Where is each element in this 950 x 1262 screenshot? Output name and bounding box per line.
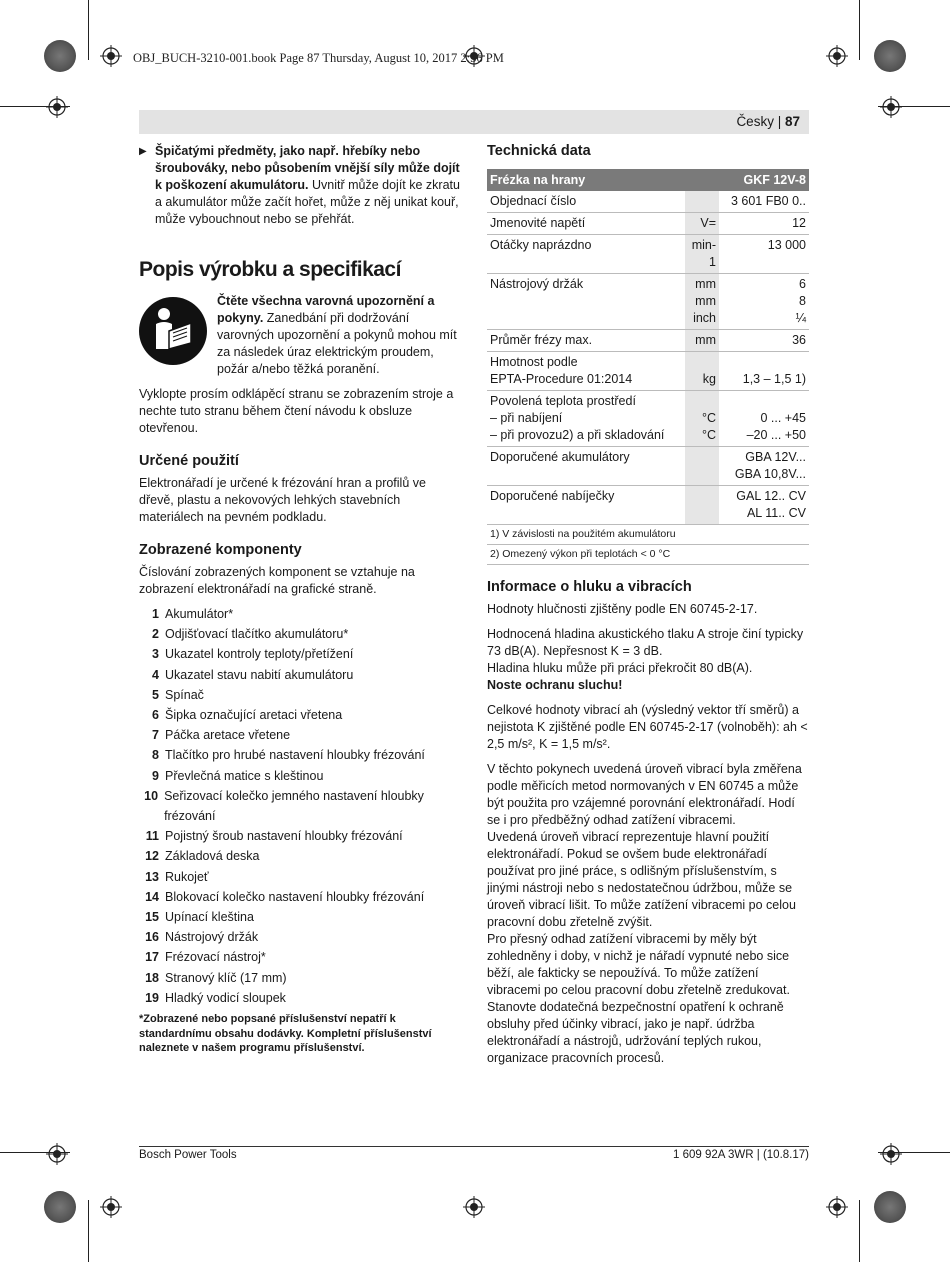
noise-title: Informace o hluku a vibracích bbox=[487, 579, 692, 595]
component-number: 2 bbox=[152, 627, 159, 642]
crop-mark bbox=[859, 1200, 860, 1262]
component-number: 12 bbox=[145, 849, 159, 864]
registration-mark-icon bbox=[880, 96, 902, 118]
read-manual-icon bbox=[139, 297, 207, 365]
spec-unit: mm mm inch bbox=[685, 274, 719, 330]
component-number: 9 bbox=[152, 768, 159, 783]
color-target-icon bbox=[44, 1191, 76, 1223]
component-label: Spínač bbox=[165, 687, 204, 702]
registration-mark-icon bbox=[100, 1196, 122, 1218]
list-item bbox=[139, 887, 464, 907]
color-target-icon bbox=[874, 1191, 906, 1223]
table-notes bbox=[487, 525, 809, 565]
spec-label: Hmotnost podle EPTA-Procedure 01:2014 bbox=[487, 352, 685, 391]
fold-instruction: Vyklopte prosím odklápěcí stranu se zobrazením stroje a nechte tuto stranu během čtení návodu k obsluze otevřenou. bbox=[139, 387, 454, 435]
spec-label: Doporučené akumulátory bbox=[487, 447, 685, 486]
registration-mark-icon bbox=[100, 45, 122, 67]
spec-value: 3 601 FB0 0.. bbox=[719, 191, 809, 213]
component-number: 7 bbox=[152, 728, 159, 743]
table-row bbox=[487, 330, 809, 352]
spec-value: 1,3 – 1,5 1) bbox=[719, 352, 809, 391]
footer-brand: Bosch Power Tools bbox=[139, 1149, 237, 1161]
component-number: 3 bbox=[152, 647, 159, 662]
spec-value: 6 8 ¼ bbox=[719, 274, 809, 330]
component-label: Ukazatel stavu nabití akumulátoru bbox=[165, 667, 354, 682]
list-item bbox=[139, 705, 464, 725]
noise-standard: Hodnoty hlučnosti zjištěny podle EN 60745-2-17. bbox=[487, 602, 758, 616]
product-name: Frézka na hrany bbox=[487, 169, 719, 191]
crop-mark bbox=[88, 1200, 89, 1262]
component-label: Páčka aretace vřetene bbox=[165, 728, 291, 743]
list-item bbox=[139, 846, 464, 866]
component-number: 8 bbox=[152, 748, 159, 763]
spec-label: Nástrojový držák bbox=[487, 274, 685, 330]
component-label: Seřizovací kolečko jemného nastavení hloubky frézování bbox=[164, 788, 424, 824]
tech-data-table bbox=[487, 169, 809, 525]
spec-value: GAL 12.. CV AL 11.. CV bbox=[719, 486, 809, 525]
spec-label: Objednací číslo bbox=[487, 191, 685, 213]
left-column bbox=[139, 143, 464, 1056]
component-label: Rukojeť bbox=[165, 869, 209, 884]
tech-data-title: Technická data bbox=[487, 143, 591, 159]
table-row bbox=[487, 213, 809, 235]
registration-mark-icon bbox=[463, 1196, 485, 1218]
component-number: 6 bbox=[152, 708, 159, 723]
spec-unit: min-1 bbox=[685, 235, 719, 274]
component-number: 17 bbox=[145, 950, 159, 965]
spec-unit bbox=[685, 447, 719, 486]
spec-unit bbox=[685, 486, 719, 525]
component-label: Šipka označující aretaci vřetena bbox=[165, 708, 343, 723]
table-row bbox=[487, 235, 809, 274]
product-model: GKF 12V-8 bbox=[719, 169, 809, 191]
list-item bbox=[139, 624, 464, 644]
crop-mark bbox=[88, 0, 89, 60]
vibration-estimate: Pro přesný odhad zatížení vibracemi by měly být zohledněny i doby, v nichž je nářadí vypnuté nebo sice běží, ale fakticky se nepoužívá. To může zatížení vibracemi po celou pracovní dobu zřetelně zredukovat. bbox=[487, 932, 790, 997]
list-item bbox=[139, 725, 464, 745]
registration-mark-icon bbox=[880, 1143, 902, 1165]
vibration-safety: Stanovte dodatečná bezpečnostní opatření k ochraně obsluhy před účinky vibrací, jako je např. údržba elektronářadí a nástrojů, udržování teplých rukou, organizace pracovních procesů. bbox=[487, 1000, 784, 1065]
list-item bbox=[139, 927, 464, 947]
footer-doc-id: 1 609 92A 3WR | (10.8.17) bbox=[673, 1149, 809, 1161]
spec-value: 13 000 bbox=[719, 235, 809, 274]
component-label: Ukazatel kontroly teploty/přetížení bbox=[165, 647, 354, 662]
table-row bbox=[487, 274, 809, 330]
table-header-row bbox=[487, 169, 809, 191]
components-list bbox=[139, 604, 464, 1008]
spec-unit: °C °C bbox=[685, 391, 719, 447]
list-item bbox=[139, 786, 464, 826]
noise-level: Hodnocená hladina akustického tlaku A stroje činí typicky 73 dB(A). Nepřesnost K = 3 dB. bbox=[487, 627, 804, 658]
registration-mark-icon bbox=[826, 45, 848, 67]
right-column bbox=[487, 143, 809, 1067]
component-number: 14 bbox=[145, 889, 159, 904]
page-header: Česky | 87 bbox=[736, 114, 800, 129]
bullet-triangle-icon: ▶ bbox=[139, 146, 147, 157]
table-row bbox=[487, 191, 809, 213]
spec-label: Doporučené nabíječky bbox=[487, 486, 685, 525]
spec-value: 0 ... +45 –20 ... +50 bbox=[719, 391, 809, 447]
component-label: Stranový klíč (17 mm) bbox=[165, 970, 287, 985]
table-row bbox=[487, 486, 809, 525]
component-label: Odjišťovací tlačítko akumulátoru* bbox=[165, 627, 349, 642]
hearing-protection: Noste ochranu sluchu! bbox=[487, 678, 623, 692]
list-item bbox=[139, 867, 464, 887]
vibration-values: Celkové hodnoty vibrací ah (výsledný vektor tří směrů) a nejistota K zjištěné podle EN 60745-2-17 (volnoběh): ah < 2,5 m/s², K = 1,5 m/s². bbox=[487, 703, 808, 751]
list-item bbox=[139, 947, 464, 967]
component-label: Frézovací nástroj* bbox=[165, 950, 266, 965]
intended-use-title: Určené použití bbox=[139, 453, 239, 469]
list-item bbox=[139, 644, 464, 664]
color-target-icon bbox=[874, 40, 906, 72]
component-number: 1 bbox=[152, 607, 159, 621]
page-header-band bbox=[139, 110, 809, 134]
registration-mark-icon bbox=[46, 1143, 68, 1165]
component-label: Převlečná matice s kleštinou bbox=[165, 768, 324, 783]
list-item bbox=[139, 604, 464, 624]
section-title: Popis výrobku a specifikací bbox=[139, 258, 401, 281]
read-instructions-notice: Čtěte všechna varovná upozornění a pokyny. Zanedbání při dodržování varovných upozornění a pokynů mohou mít za následek úraz elektrickým proudem, požár a/nebo těžká poranění. bbox=[139, 293, 464, 378]
crop-mark bbox=[859, 0, 860, 60]
vibration-measurement: V těchto pokynech uvedená úroveň vibrací byla změřena podle měřicích metod normovaných v EN 60745 a může být použita pro vzájemné porovnání elektronářadí. Hodí se i pro předběžný odhad zatížení vibracemi. bbox=[487, 762, 802, 827]
component-number: 16 bbox=[145, 930, 159, 945]
language-label: Česky bbox=[736, 114, 774, 129]
spec-value: GBA 12V... GBA 10,8V... bbox=[719, 447, 809, 486]
list-item bbox=[139, 988, 464, 1008]
component-number: 18 bbox=[145, 970, 159, 985]
list-item bbox=[139, 968, 464, 988]
battery-warning: ▶ Špičatými předměty, jako např. hřebíky nebo šroubováky, nebo působením vnější síly může dojít k poškození akumulátoru. Uvnitř může dojít ke zkratu a akumulátor může začít hořet, může z něj unikat kouř, může vybouchnout nebo se přehřát. bbox=[139, 144, 460, 226]
table-row bbox=[487, 447, 809, 486]
spec-label: Průměr frézy max. bbox=[487, 330, 685, 352]
table-note: 2) Omezený výkon při teplotách < 0 °C bbox=[490, 548, 671, 560]
spec-label: Jmenovité napětí bbox=[487, 213, 685, 235]
spec-value: 12 bbox=[719, 213, 809, 235]
page-number: 87 bbox=[784, 114, 800, 129]
spec-unit: V= bbox=[685, 213, 719, 235]
component-number: 13 bbox=[145, 869, 159, 884]
list-item bbox=[139, 685, 464, 705]
spec-value: 36 bbox=[719, 330, 809, 352]
component-label: Blokovací kolečko nastavení hloubky frézování bbox=[165, 889, 425, 904]
noise-warning: Hladina hluku může při práci překročit 80 dB(A). bbox=[487, 661, 753, 675]
list-item bbox=[139, 665, 464, 685]
registration-mark-icon bbox=[46, 96, 68, 118]
components-title: Zobrazené komponenty bbox=[139, 542, 302, 558]
table-note: 1) V závislosti na použitém akumulátoru bbox=[487, 525, 809, 545]
component-label: Upínací kleština bbox=[165, 910, 254, 925]
color-target-icon bbox=[44, 40, 76, 72]
component-number: 4 bbox=[152, 667, 159, 682]
list-item bbox=[139, 826, 464, 846]
component-label: Pojistný šroub nastavení hloubky frézování bbox=[165, 829, 403, 844]
list-item bbox=[139, 907, 464, 927]
component-number: 15 bbox=[145, 910, 159, 925]
component-label: Nástrojový držák bbox=[165, 930, 259, 945]
component-number: 10 bbox=[144, 788, 159, 803]
table-row bbox=[487, 391, 809, 447]
accessory-footnote: *Zobrazené nebo popsané příslušenství nepatří k standardnímu obsahu dodávky. Kompletní příslušenství naleznete v našem programu příslušenství. bbox=[139, 1013, 432, 1055]
intended-use-text: Elektronářadí je určené k frézování hran a profilů ve dřevě, plastu a nekovových lehkých stavebních materiálech na pevném podkladu. bbox=[139, 476, 426, 524]
spec-unit: mm bbox=[685, 330, 719, 352]
component-number: 5 bbox=[152, 687, 159, 702]
components-intro: Číslování zobrazených komponent se vztahuje na zobrazení elektronářadí na grafické straně. bbox=[139, 565, 415, 596]
spec-unit: kg bbox=[685, 352, 719, 391]
component-number: 11 bbox=[145, 829, 159, 844]
list-item bbox=[139, 745, 464, 765]
component-label: Tlačítko pro hrubé nastavení hloubky frézování bbox=[165, 748, 425, 763]
component-number: 19 bbox=[145, 990, 159, 1005]
component-label: Základová deska bbox=[165, 849, 260, 864]
component-label: Hladký vodicí sloupek bbox=[165, 990, 286, 1005]
footer-rule bbox=[139, 1146, 809, 1147]
component-label: Akumulátor* bbox=[165, 607, 234, 621]
book-info-line: OBJ_BUCH-3210-001.book Page 87 Thursday, August 10, 2017 2:56 PM bbox=[133, 51, 504, 65]
spec-label: Otáčky naprázdno bbox=[487, 235, 685, 274]
spec-label: Povolená teplota prostředí – při nabíjení – při provozu2) a při skladování bbox=[487, 391, 685, 447]
registration-mark-icon bbox=[826, 1196, 848, 1218]
list-item bbox=[139, 766, 464, 786]
spec-unit bbox=[685, 191, 719, 213]
vibration-use: Uvedená úroveň vibrací reprezentuje hlavní použití elektronářadí. Pokud se ovšem bude elektronářadí používat pro jiné práce, s odlišným příslušenstvím, s jinými nástroji nebo s nedostatečnou údržbou, může se úroveň vibrací lišit. To může zatížení vibracemi po celou pracovní dobu zřetelně zvýšit. bbox=[487, 830, 796, 929]
table-row bbox=[487, 352, 809, 391]
